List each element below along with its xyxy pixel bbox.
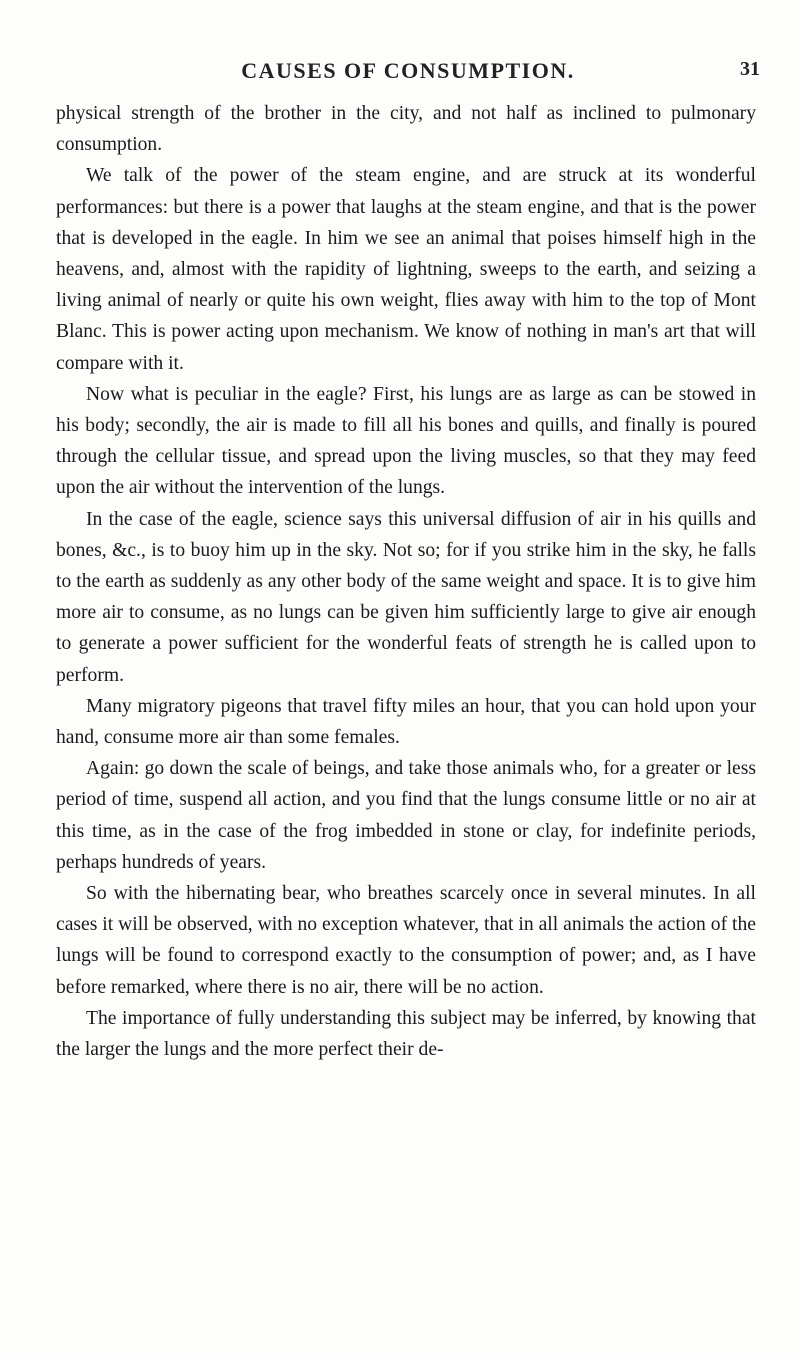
paragraph-5: Many migratory pigeons that travel fifty miles an hour, that you can hold upon your hand, consume more air than some females. bbox=[56, 695, 756, 749]
paragraph-3: Now what is peculiar in the eagle? First, his lungs are as large as can be stowed in his body; secondly, the air is made to fill all his bones and quills, and finally is poured through the cellular tissue, and spread upon the living muscles, so that they may feed upon the air without the intervention of the lungs. bbox=[56, 383, 756, 499]
running-head bbox=[56, 58, 760, 88]
paragraph-4: In the case of the eagle, science says this universal diffusion of air in his quills and bones, &c., is to buoy him up in the sky. Not so; for if you strike him in the sky, he falls to the earth as suddenly as any other body of the same weight and space. It is to give him more air to consume, as no lungs can be given him sufficiently large to give air enough to generate a power sufficient for the wonderful feats of strength he is called upon to perform. bbox=[56, 508, 756, 686]
paragraph-7: So with the hibernating bear, who breathes scarcely once in several minutes. In all cases it will be observed, with no exception whatever, that in all animals the action of the lungs will be found to correspond exactly to the consumption of power; and, as I have before remarked, where there is no air, there will be no action. bbox=[56, 883, 756, 998]
paragraph-8: The importance of fully understanding this subject may be inferred, by knowing that the larger the lungs and the more perfect their de- bbox=[56, 1007, 756, 1061]
paragraph-1: physical strength of the brother in the city, and not half as inclined to pulmonary consumption. bbox=[56, 103, 756, 156]
paragraph-6: Again: go down the scale of beings, and take those animals who, for a greater or less period of time, suspend all action, and you find that the lungs consume little or no air at this time, as in the case of the frog imbedded in stone or clay, for indefinite periods, perhaps hundreds of years. bbox=[56, 758, 756, 873]
page-number: 31 bbox=[740, 58, 760, 80]
paragraph-2: We talk of the power of the steam engine, and are struck at its wonderful performances: but there is a power that laughs at the steam engine, and that is the power that is developed in the eagle. In him we see an animal that poises himself high in the heavens, and, almost with the rapidity of lightning, sweeps to the earth, and seizing a living animal of nearly or quite his own weight, flies away with him to the top of Mont Blanc. This is power acting upon mechanism. We know of nothing in man's art that will compare with it. bbox=[56, 165, 756, 374]
running-title: CAUSES OF CONSUMPTION. bbox=[241, 58, 575, 83]
body-text bbox=[56, 98, 756, 1065]
